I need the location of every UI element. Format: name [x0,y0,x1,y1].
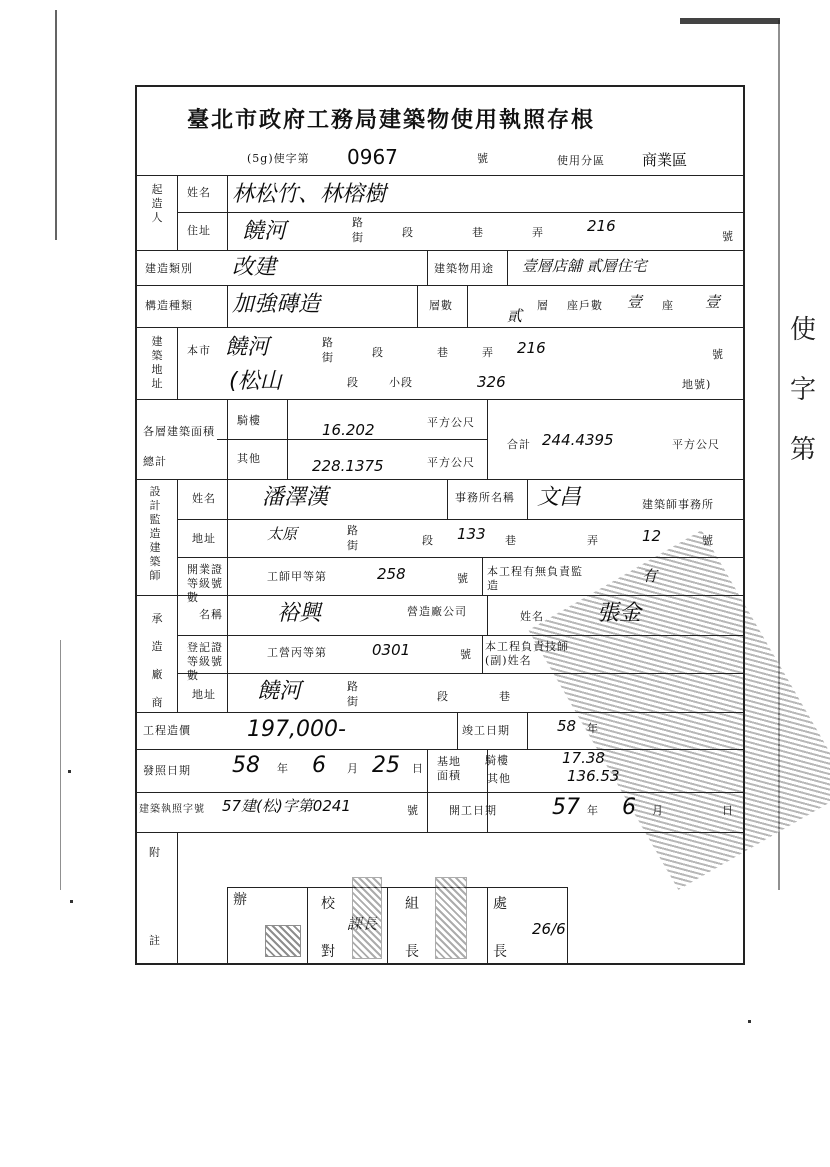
rule [487,595,488,635]
completion-unit: 年 [587,722,599,735]
notes-label-top: 附 [149,846,161,859]
permit-suffix: 號 [407,804,419,817]
site-area-label: 基地面積 [437,755,461,782]
rule [177,479,178,712]
start-month-label: 月 [652,804,664,817]
units-label: 座戶數 [567,299,603,312]
issue-month-label: 月 [347,762,359,775]
builder-label: 起造人 [151,183,163,224]
rule [137,250,743,251]
sig-rule [227,963,567,964]
rule [177,327,178,399]
rule [227,399,228,479]
contractor-tech-label: 本工程負責技師(副)姓名 [485,640,569,667]
builder-number-label: 號 [722,230,734,243]
site-city-label: 本市 [187,344,211,357]
area-unit-1: 平方公尺 [427,416,475,429]
sig-clerk: 辦 [233,892,248,908]
site-lane-label: 巷 [437,346,449,359]
sig-signoff: 課長 [347,915,378,933]
units-unit: 座 [662,299,674,312]
area-other-value: 228.1375 [312,457,384,475]
site-subsection-label: 小段 [389,376,413,389]
rule [447,479,448,519]
rule [487,399,488,479]
site-arcade-value: 17.38 [562,749,605,767]
site-road-value: 饒河 [225,335,270,360]
number-suffix: 號 [477,152,489,165]
start-day-label: 日 [722,804,734,817]
site-other-value: 136.53 [567,767,620,785]
rule [137,792,743,793]
designer-lane-label: 巷 [505,534,517,547]
issue-label: 發照日期 [143,764,191,777]
rule [227,175,228,250]
designer-supervision-label: 本工程有無負責監造 [487,565,583,592]
floors-label: 層數 [429,299,453,312]
signature-stamp [435,877,467,959]
contractor-license-suffix: 號 [460,648,472,661]
builder-street-label: 街 [352,231,364,244]
contractor-lane-label: 巷 [499,690,511,703]
contractor-road-value: 饒河 [257,679,302,704]
zone-label: 使用分區 [557,154,605,167]
contractor-license-prefix: 工營丙等第 [267,646,327,659]
scan-speck [68,770,71,773]
contractor-section-label: 段 [437,690,449,703]
rule [467,285,468,327]
sig-rule [567,887,568,963]
sig-rule [227,887,567,888]
contractor-street-label: 街 [347,695,359,708]
form-title: 臺北市政府工務局建築物使用執照存根 [187,107,596,133]
builder-address-label: 住址 [187,224,211,237]
site-other-label: 其他 [487,772,511,785]
builder-name-label: 姓名 [187,186,211,199]
builder-section-label: 段 [402,226,414,239]
designer-name-value: 潘澤漢 [262,485,329,510]
permit-label: 建築執照字號 [139,804,205,815]
rule [482,557,483,595]
building-type-label: 建造類別 [145,262,193,275]
rule [177,212,743,213]
sig-date-mark: 26/6 [532,920,566,938]
rule [137,749,743,750]
designer-license-label: 開業證等級號數 [187,563,223,604]
permit-number: 0967 [347,145,398,169]
rule [177,673,743,674]
contractor-type-label: 營造廠公司 [407,605,467,618]
contractor-license-label: 登記證等級號數 [187,641,223,682]
contractor-name-label: 名稱 [199,608,223,621]
scan-speck [70,900,73,903]
rule [177,519,743,520]
permit-form [135,85,745,965]
rule [177,832,178,963]
rule [137,832,743,833]
sig-section-bottom: 長 [493,944,508,960]
rule [177,635,743,636]
designer-number-label: 號 [702,534,714,547]
designer-license-suffix: 號 [457,572,469,585]
start-month: 6 [622,795,636,820]
builder-lane-label: 巷 [472,226,484,239]
rule [177,557,743,558]
start-year-label: 年 [587,804,599,817]
issue-year-label: 年 [277,762,289,775]
start-year: 57 [552,795,580,820]
designer-road-value: 太原 [267,525,298,543]
site-arcade-label: 騎樓 [485,754,509,767]
contractor-road-label: 路 [347,680,359,693]
builder-road-label: 路 [352,216,364,229]
designer-alley-label: 弄 [587,534,599,547]
designer-license-prefix: 工師甲等第 [267,570,327,583]
site-district-label: 段 [347,376,359,389]
scan-left-edge [55,10,57,240]
contractor-label: 承造廠商 [151,612,163,709]
designer-office-label: 事務所名稱 [455,491,515,504]
rule [227,479,228,712]
designer-lane-value: 133 [457,525,486,543]
sig-section-top: 處 [493,896,508,912]
sig-rule [227,887,228,963]
sig-check-bottom: 對 [321,944,336,960]
area-label: 各層建築面積總計 [143,425,215,468]
scan-top-mark [680,18,780,24]
issue-year: 58 [232,753,260,778]
rule [527,479,528,519]
designer-supervision-value: 有 [642,567,658,585]
issue-day: 25 [372,753,400,778]
designer-label: 設計監造建築師 [149,485,161,582]
sig-rule [487,887,488,963]
designer-office-suffix: 建築師事務所 [642,498,714,511]
rule [217,439,487,440]
right-margin-text: 使字第 [790,315,817,465]
contractor-name-value: 裕興 [277,601,322,626]
units-value: 壹 [627,293,643,311]
completion-value: 58 [557,717,577,735]
rule [527,712,528,749]
area-total-value: 244.4395 [542,431,614,449]
start-label: 開工日期 [449,804,497,817]
sig-rule [307,887,308,963]
issue-month: 6 [312,753,326,778]
cost-label: 工程造價 [143,724,191,737]
signature-stamp [352,877,382,959]
designer-address-label: 地址 [192,532,216,545]
designer-name-label: 姓名 [192,492,216,505]
rule [427,749,428,832]
building-use-label: 建築物用途 [434,262,494,275]
site-district-value: (松山 [229,369,282,394]
site-section-label: 段 [372,346,384,359]
permit-value: 57建(松)字第0241 [222,797,351,815]
rule [177,175,178,250]
area-arcade-label: 騎樓 [237,414,261,427]
structure-value: 加強磚造 [232,292,321,317]
rule [287,399,288,479]
contractor-address-label: 地址 [192,688,216,701]
site-lot-label: 地號) [682,378,712,391]
site-street-label: 街 [322,351,334,364]
scan-left-edge-lower [60,640,61,890]
rule [457,712,458,749]
designer-road-label: 路 [347,524,359,537]
area-other-label: 其他 [237,452,261,465]
floors-unit: 層 [537,299,549,312]
designer-license-value: 258 [377,565,406,583]
floors-value: 貳 [507,307,523,325]
area-unit-2: 平方公尺 [427,456,475,469]
building-use-value: 壹層店舖 貳層住宅 [522,257,647,275]
building-type-value: 改建 [232,255,277,280]
zone-value: 商業區 [642,151,688,169]
structure-label: 構造種類 [145,299,193,312]
rule [417,285,418,327]
rule [137,327,743,328]
area-total-label: 合計 [507,438,531,451]
builder-number-value: 216 [587,217,616,235]
site-road-label: 路 [322,336,334,349]
contractor-person-label: 姓名 [520,610,544,623]
issue-day-label: 日 [412,762,424,775]
rule [507,250,508,285]
designer-section-label: 段 [422,534,434,547]
sig-rule [387,887,388,963]
scan-speck [748,1020,751,1023]
sig-team-bottom: 長 [405,944,420,960]
units-value-2: 壹 [705,293,721,311]
completion-label: 竣工日期 [462,724,510,737]
rule [427,250,428,285]
site-number-value: 216 [517,339,546,357]
site-number-label: 號 [712,348,724,361]
contractor-person-value: 張金 [597,601,642,626]
number-prefix: (5g)使字第 [247,152,310,165]
notes-label-bottom: 註 [149,934,161,947]
rule [482,635,483,673]
builder-alley-label: 弄 [532,226,544,239]
rule [227,285,228,327]
seal-stamp [265,925,301,957]
site-alley-label: 弄 [482,346,494,359]
sig-team-top: 組 [405,896,420,912]
designer-office-value: 文昌 [537,485,582,510]
area-arcade-value: 16.202 [322,421,375,439]
cost-value: 197,000- [247,717,346,742]
builder-name-value: 林松竹、林榕樹 [232,182,387,207]
site-lot-value: 326 [477,373,506,391]
sig-check-top: 校 [321,896,336,912]
designer-number-value: 12 [642,527,662,545]
designer-street-label: 街 [347,539,359,552]
contractor-license-value: 0301 [372,641,411,659]
site-label: 建築地址 [151,335,163,390]
builder-address-value: 饒河 [242,219,287,244]
area-unit-total: 平方公尺 [672,438,720,451]
rule [137,712,743,713]
